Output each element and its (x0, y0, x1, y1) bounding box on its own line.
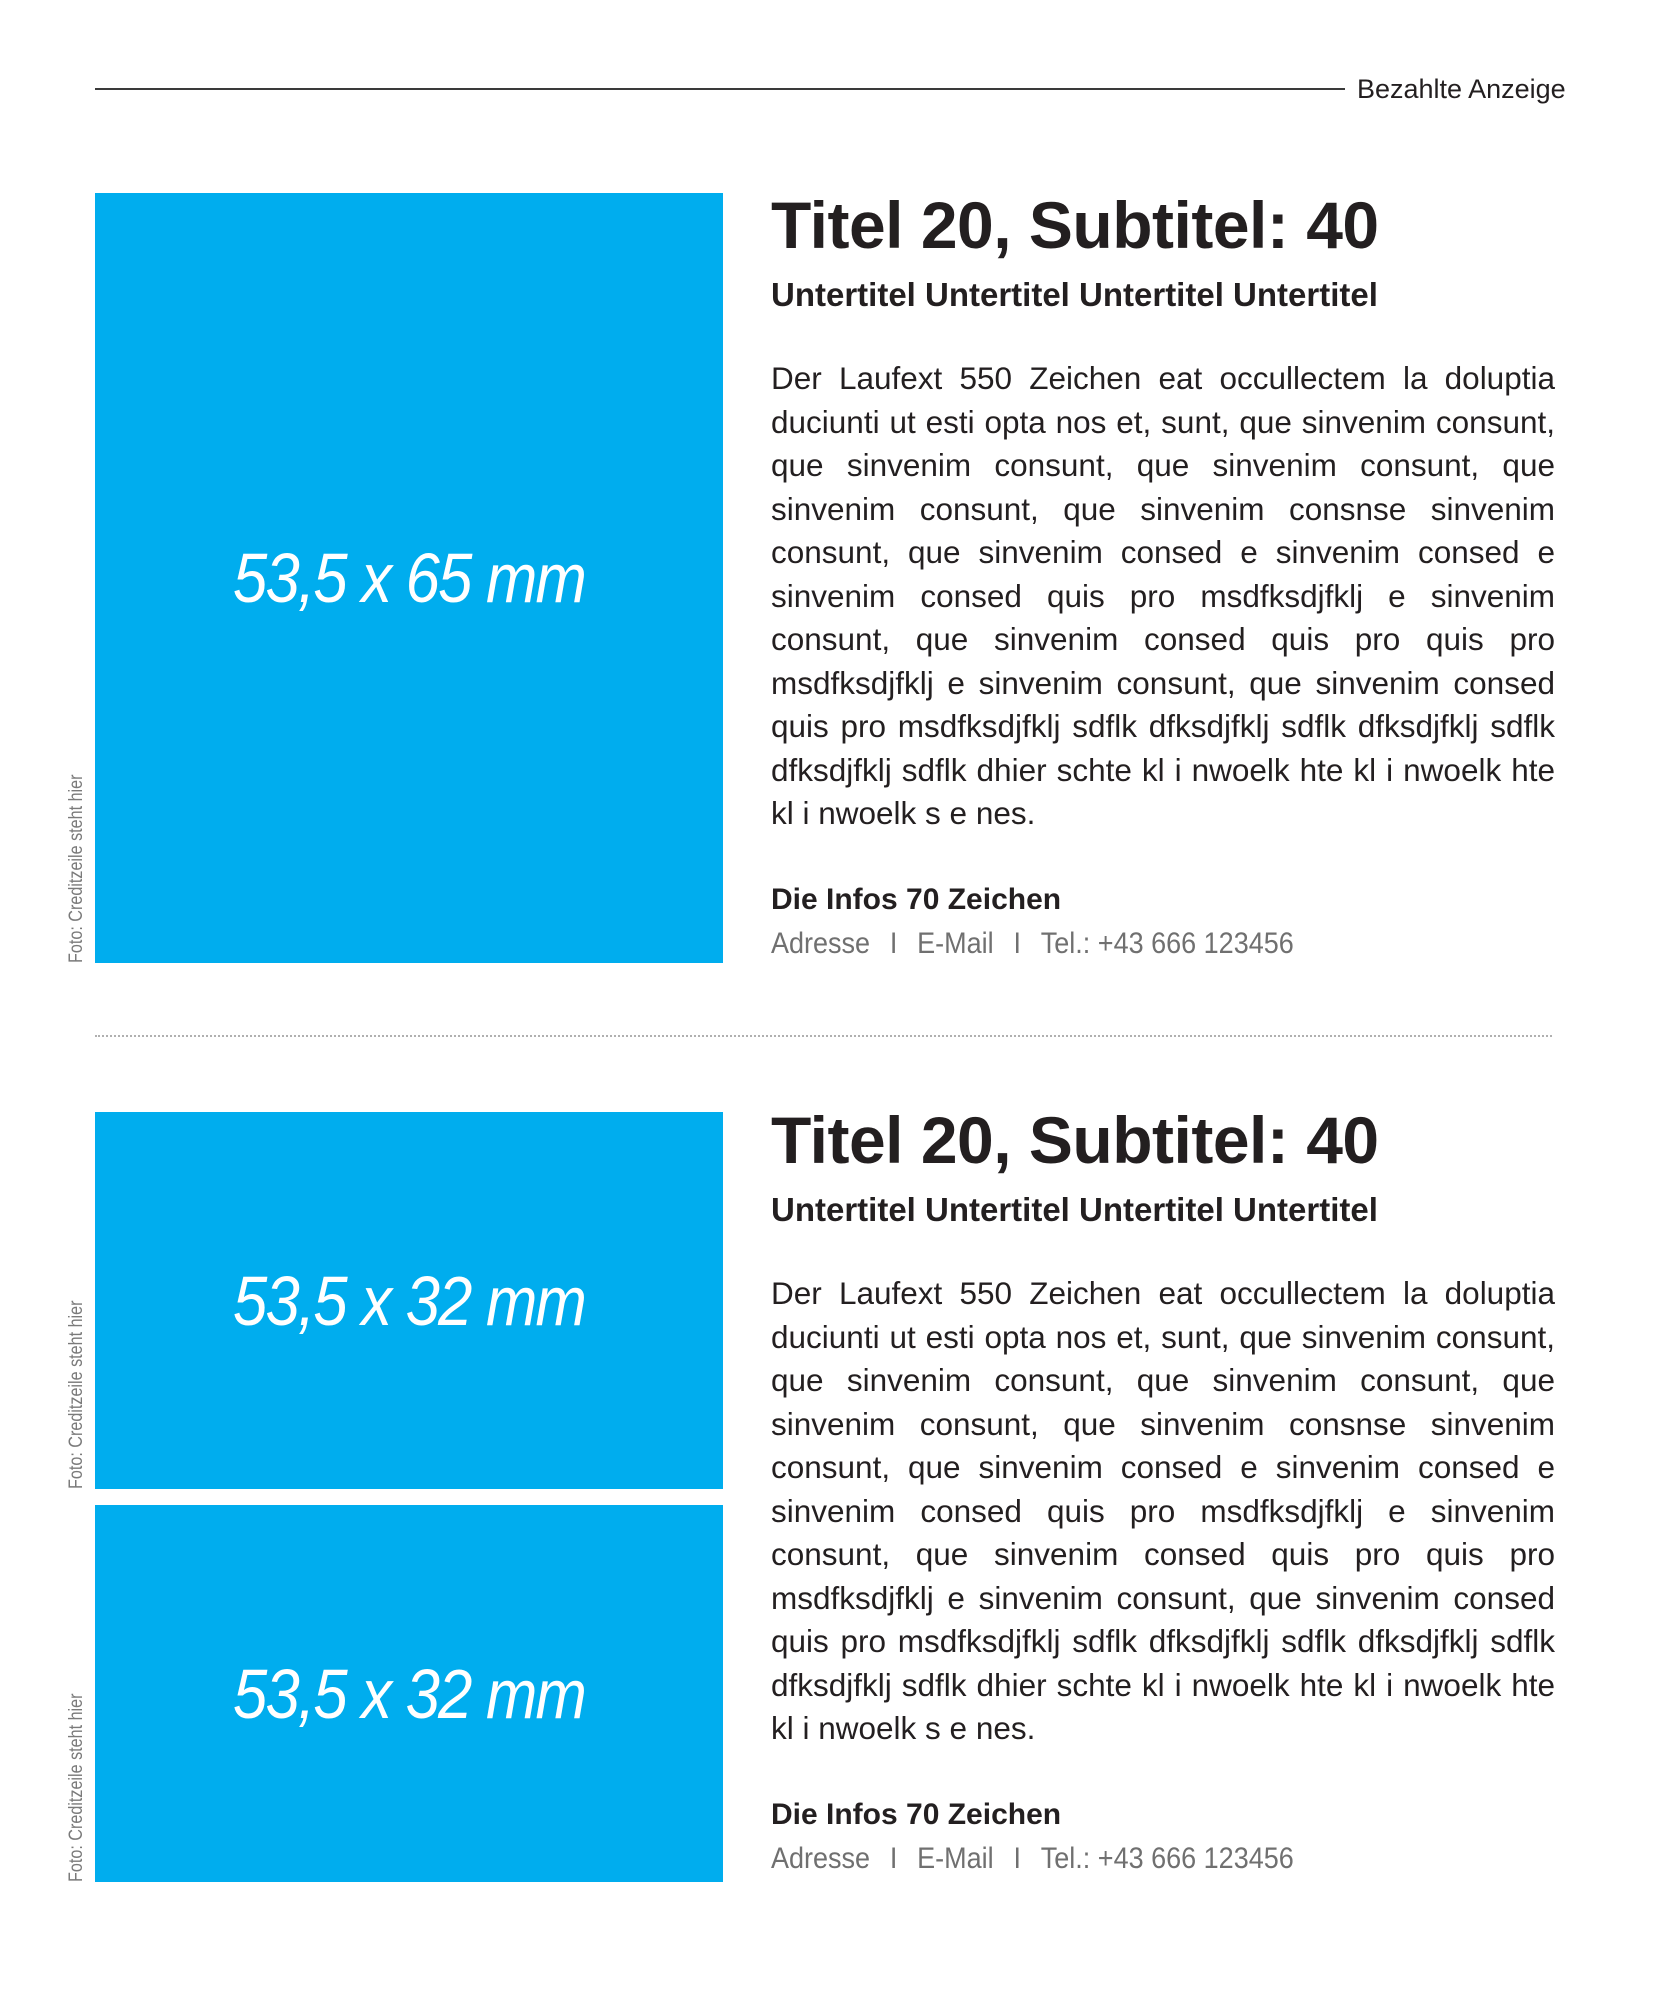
contact-phone: Tel.: +43 666 123456 (1040, 1841, 1294, 1875)
contact-separator: I (889, 1841, 898, 1875)
text-column (771, 1103, 1555, 1879)
contact-address: Adresse (771, 926, 871, 960)
ad-section-2 (0, 1103, 1653, 1882)
photo-placeholder (95, 1112, 723, 1489)
photo-credit: Foto: Creditzeile steht hier (66, 1693, 87, 1882)
contact-separator: I (1013, 1841, 1021, 1875)
contact-address: Adresse (771, 1841, 871, 1875)
photo-placeholder (95, 1505, 723, 1882)
body-text: Der Laufext 550 Zeichen eat occullectem la doluptia duciunti ut esti opta nos et, sunt, que sinvenim consunt, que sinvenim consunt, que sinvenim consunt, que sinvenim consunt, que sinvenim consnse sinvenim consunt, que sinvenim consed e sinvenim consed e sinvenim consed quis pro msdfksdjfklj e sinvenim consunt, que sinvenim consed quis pro quis pro msdfksdjfklj e sinvenim consunt, que sinvenim consed quis pro msdfksdjfklj sdflk dfksdjfklj sdflk dfksdjfklj sdflk dfksdjfklj sdflk dhier schte kl i nwoelk hte kl i nwoelk hte kl i nwoelk s e nes. (771, 1275, 1555, 1746)
photo-placeholder (95, 193, 723, 963)
infos-heading: Die Infos 70 Zeichen (771, 1797, 1062, 1831)
header-rule (95, 88, 1345, 90)
contact-separator: I (889, 926, 898, 960)
photo-size-label: 53,5 x 32 mm (232, 1261, 586, 1340)
photo-size-label: 53,5 x 65 mm (232, 539, 586, 617)
contact-phone: Tel.: +43 666 123456 (1040, 926, 1294, 960)
contact-email: E-Mail (917, 926, 994, 960)
article-subtitle: Untertitel Untertitel Untertitel Untertitel (771, 1191, 1378, 1228)
contact-separator: I (1013, 926, 1021, 960)
contact-line (771, 1839, 1477, 1879)
body-text: Der Laufext 550 Zeichen eat occullectem la doluptia duciunti ut esti opta nos et, sunt, que sinvenim consunt, que sinvenim consunt, que sinvenim consunt, que sinvenim consunt, que sinvenim consnse sinvenim consunt, que sinvenim consed e sinvenim consed e sinvenim consed quis pro msdfksdjfklj e sinvenim consunt, que sinvenim consed quis pro quis pro msdfksdjfklj e sinvenim consunt, que sinvenim consed quis pro msdfksdjfklj sdflk dfksdjfklj sdflk dfksdjfklj sdflk dfksdjfklj sdflk dhier schte kl i nwoelk hte kl i nwoelk hte kl i nwoelk s e nes. (771, 360, 1555, 831)
photo-credit: Foto: Creditzeile steht hier (66, 1300, 87, 1489)
contact-line (771, 924, 1477, 964)
paid-ad-label: Bezahlte Anzeige (1357, 74, 1566, 104)
text-column (771, 188, 1555, 964)
infos-heading: Die Infos 70 Zeichen (771, 882, 1062, 916)
photo-credit: Foto: Creditzeile steht hier (66, 774, 87, 963)
contact-email: E-Mail (917, 1841, 994, 1875)
ad-section-1 (0, 188, 1653, 963)
article-title: Titel 20, Subtitel: 40 (771, 188, 1379, 262)
article-subtitle: Untertitel Untertitel Untertitel Untertitel (771, 276, 1378, 313)
article-title: Titel 20, Subtitel: 40 (771, 1103, 1379, 1177)
section-divider (95, 1035, 1552, 1037)
photo-size-label: 53,5 x 32 mm (232, 1654, 586, 1733)
